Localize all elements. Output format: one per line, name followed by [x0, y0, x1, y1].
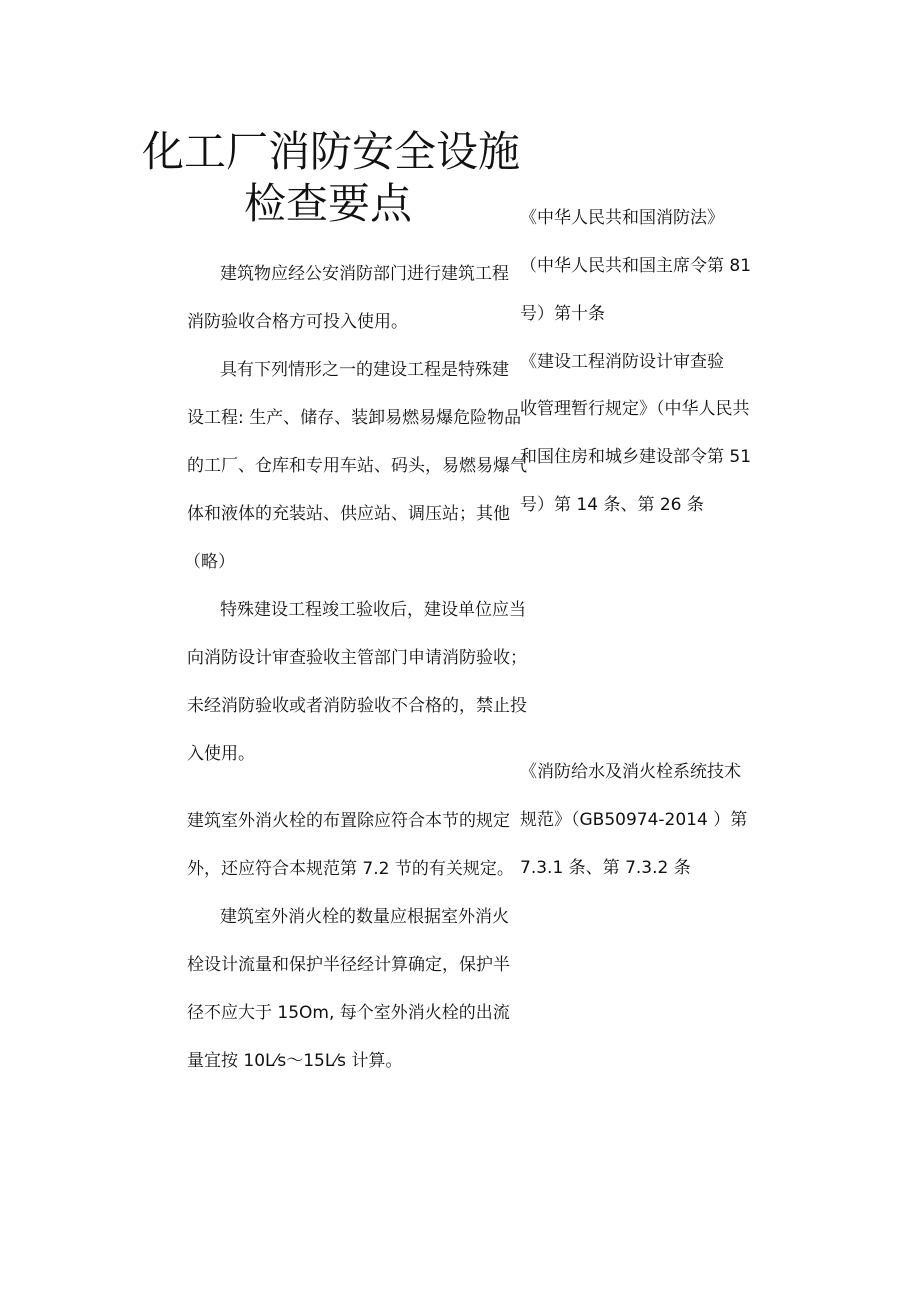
body-line: 特殊建设工程竣工验收后，建设单位应当: [220, 600, 526, 620]
document-title-line-1: 化工厂消防安全设施: [142, 127, 521, 176]
reference-line: 《建设工程消防设计审查验: [520, 352, 724, 372]
reference-line: 《中华人民共和国消防法》: [520, 208, 724, 228]
reference-line: 号）第 14 条、第 26 条: [520, 495, 704, 515]
body-line: 径不应大于 15Om, 每个室外消火栓的出流: [187, 1003, 510, 1023]
body-line: 体和液体的充装站、供应站、调压站；其他: [187, 504, 510, 524]
reference-line: 规范》（GB50974-2014 ）第: [520, 810, 748, 830]
body-line: 入使用。: [187, 744, 255, 764]
body-line: 的工厂、仓库和专用车站、码头，易燃易爆气: [187, 456, 527, 476]
body-line: （略）: [184, 552, 235, 572]
reference-line: 收管理暂行规定》（中华人民共: [520, 399, 750, 419]
body-line: 消防验收合格方可投入使用。: [187, 312, 408, 332]
document-title-line-2: 检查要点: [244, 179, 413, 228]
body-line: 向消防设计审查验收主管部门申请消防验收；: [187, 648, 527, 668]
body-line: 未经消防验收或者消防验收不合格的，禁止投: [187, 696, 527, 716]
body-line: 量宜按 10L⁄s～15L⁄s 计算。: [187, 1051, 403, 1071]
body-line: 设工程: 生产、储存、装卸易燃易爆危险物品: [187, 408, 522, 428]
body-line: 建筑室外消火栓的数量应根据室外消火: [220, 907, 509, 927]
reference-line: 和国住房和城乡建设部令第 51: [520, 447, 752, 467]
body-line: 外，还应符合本规范第 7.2 节的有关规定。: [187, 859, 514, 879]
reference-line: 《消防给水及消火栓系统技术: [520, 762, 741, 782]
body-line: 建筑室外消火栓的布置除应符合本节的规定: [187, 811, 510, 831]
reference-line: 7.3.1 条、第 7.3.2 条: [520, 858, 691, 878]
reference-line: （中华人民共和国主席令第 81: [520, 256, 752, 276]
body-line: 具有下列情形之一的建设工程是特殊建: [220, 360, 509, 380]
reference-line: 号）第十条: [520, 304, 605, 324]
body-line: 栓设计流量和保护半径经计算确定，保护半: [187, 955, 510, 975]
body-line: 建筑物应经公安消防部门进行建筑工程: [220, 264, 509, 284]
